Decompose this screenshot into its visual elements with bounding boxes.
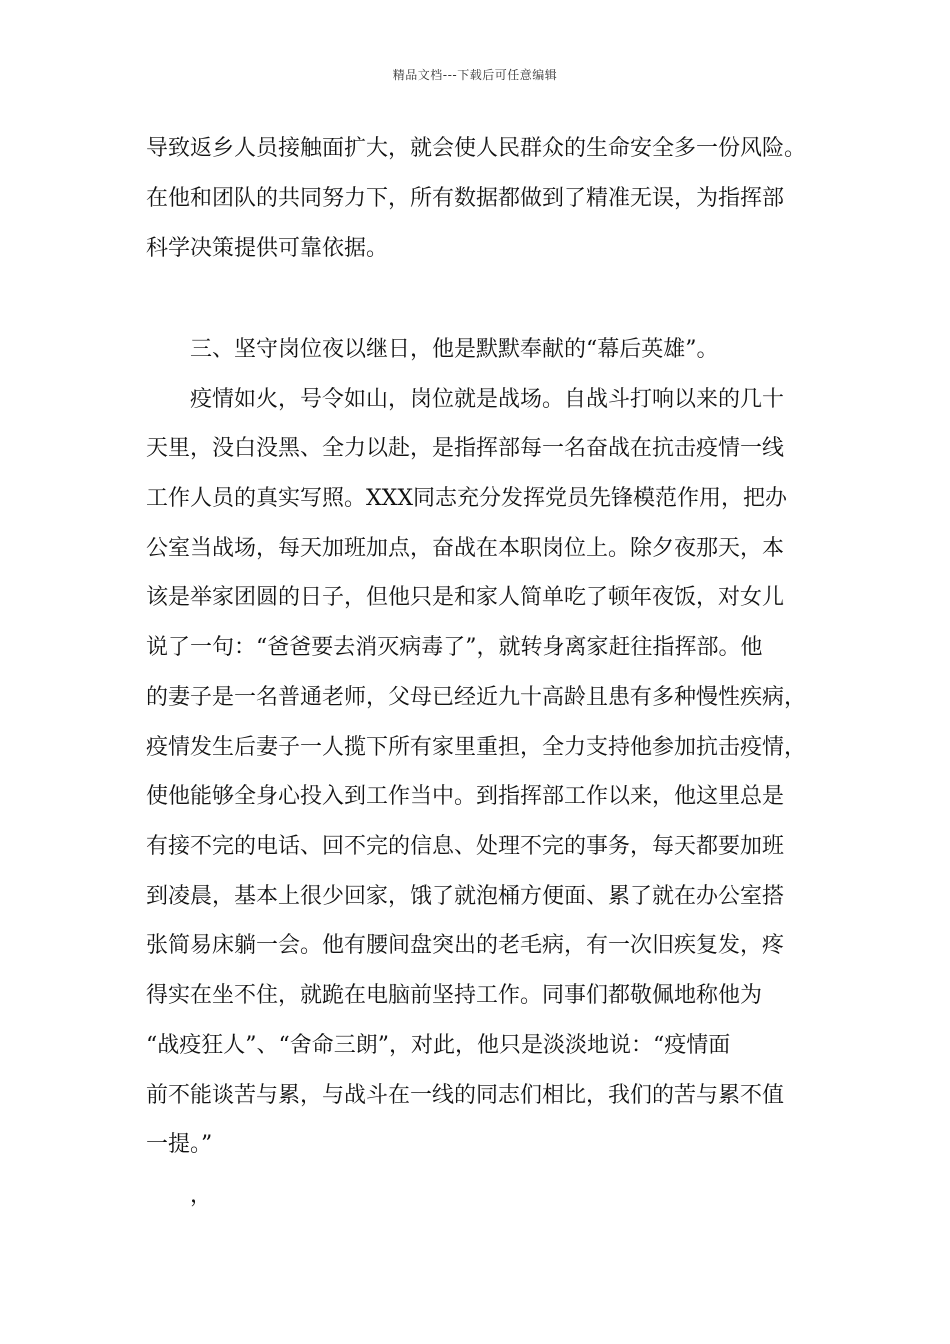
body-line-19: 前不能谈苦与累，与战斗在一线的同志们相比，我们的苦与累不值 [146,1083,785,1108]
page-header: 精品文档---下载后可任意编辑 [392,68,558,82]
body-line-9: 该是举家团圆的日子，但他只是和家人简单吃了顿年夜饭，对女儿 [146,585,785,610]
body-line-16: 张简易床躺一会。他有腰间盘突出的老毛病，有一次旧疾复发，疼 [146,933,785,958]
body-line-12: 疫情发生后妻子一人揽下所有家里重担，全力支持他参加抗击疫情， [146,735,807,760]
body-line-3: 科学决策提供可靠依据。 [146,236,389,261]
body-line-20: 一提。” [146,1132,213,1157]
body-line-5: 疫情如火，号令如山，岗位就是战场。自战斗打响以来的几十 [190,387,785,412]
body-line-17: 得实在坐不住，就跪在电脑前坚持工作。同事们都敬佩地称他为 [146,983,763,1008]
body-line-15: 到凌晨，基本上很少回家，饿了就泡桶方便面、累了就在办公室搭 [146,884,785,909]
section-heading: 三、坚守岗位夜以继日，他是默默奉献的“幕后英雄”。 [190,337,719,362]
body-line-2: 在他和团队的共同努力下，所有数据都做到了精准无误，为指挥部 [146,186,785,211]
body-line-18: “战疫狂人”、“舍命三朗”，对此，他只是淡淡地说：“疫情面 [146,1033,731,1058]
body-line-8: 公室当战场，每天加班加点，奋战在本职岗位上。除夕夜那天，本 [146,536,785,561]
body-line-11: 的妻子是一名普通老师，父母已经近九十高龄且患有多种慢性疾病， [146,685,807,710]
body-line-1: 导致返乡人员接触面扩大，就会使人民群众的生命安全多一份风险。 [146,136,807,161]
body-line-13: 使他能够全身心投入到工作当中。到指挥部工作以来，他这里总是 [146,784,785,809]
body-line-10: 说了一句：“爸爸要去消灭病毒了”，就转身离家赶往指挥部。他 [146,635,763,660]
body-line-14: 有接不完的电话、回不完的信息、处理不完的事务，每天都要加班 [146,834,785,859]
trailing-comma: ， [190,1183,213,1208]
body-line-7: 工作人员的真实写照。XXX同志充分发挥党员先锋模范作用，把办 [146,486,787,511]
body-line-6: 天里，没白没黑、全力以赴，是指挥部每一名奋战在抗击疫情一线 [146,436,785,461]
